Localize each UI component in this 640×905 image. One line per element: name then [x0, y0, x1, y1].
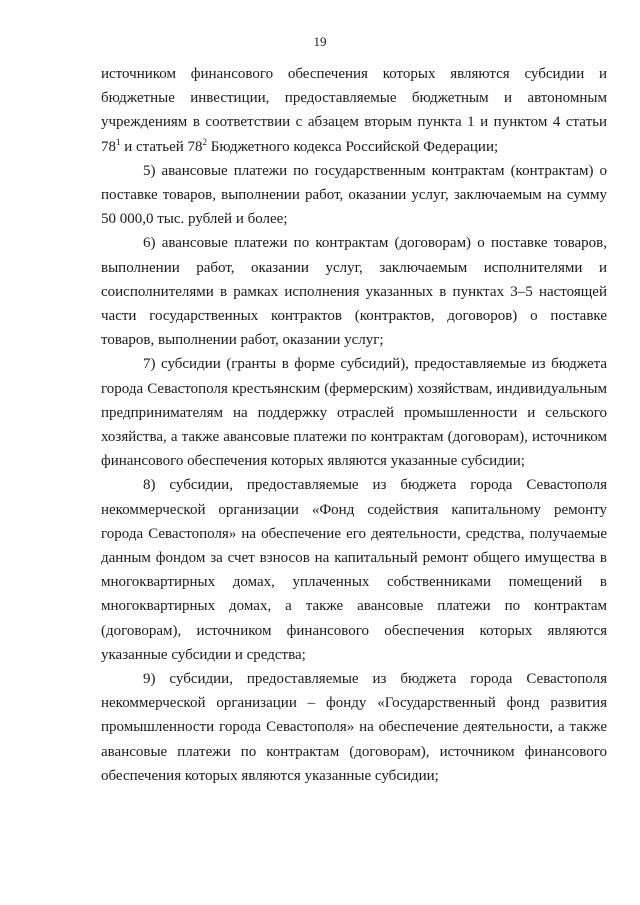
paragraph-item-5	[101, 159, 607, 232]
paragraph-item-9	[101, 667, 607, 788]
paragraph-continuation	[101, 62, 607, 159]
text-segment: 7) субсидии (гранты в форме субсидий), предоставляемые из бюджета города Севастополя крестьянским (фермерским) хозяйствам, индивидуальным предпринимателям на поддержку отраслей промышленности и сельского хозяйства, а также авансовые платежи по контрактам (договорам), источником финансового обеспечения которых являются указанные субсидии;	[101, 356, 607, 470]
text-segment: и статьей 78	[120, 138, 203, 155]
text-segment: 5) авансовые платежи по государственным контрактам (контрактам) о поставке товаров, выполнении работ, оказании услуг, заключаемым на сумму 50 000,0 тыс. рублей и более;	[101, 162, 607, 228]
text-segment: 6) авансовые платежи по контрактам (договорам) о поставке товаров, выполнении работ, оказании услуг, заключаемым исполнителями и соисполнителями в рамках исполнения указанных в пунктах 3–5 настоящей части государственных контрактов (контрактов, договоров) о поставке товаров, выполнении работ, оказании услуг;	[101, 235, 607, 349]
paragraph-item-8	[101, 473, 607, 667]
superscript: 2	[202, 136, 208, 147]
document-body	[101, 62, 607, 788]
paragraph-item-7	[101, 352, 607, 473]
superscript: 1	[116, 136, 121, 147]
text-segment: Бюджетного кодекса Российской Федерации;	[207, 138, 499, 155]
text-segment: 9) субсидии, предоставляемые из бюджета города Севастополя некоммерческой организации – фонду «Государственный фонд развития промышленности города Севастополя» на обеспечение деятельности, а также авансовые платежи по контрактам (договорам), источником финансового обеспечения которых являются указанные субсидии;	[101, 671, 607, 784]
page-number: 19	[313, 34, 327, 49]
paragraph-item-6	[101, 231, 607, 352]
text-segment: 8) субсидии, предоставляемые из бюджета города Севастополя некоммерческой организации «Фонд содействия капитальному ремонту города Севастополя» на обеспечение его деятельности, средства, получаемые данным фондом за счет взносов на капитальный ремонт общего имущества в многоквартирных домах, уплаченных собственниками помещений в многоквартирных домах, а также авансовые платежи по контрактам (договорам), источником финансового обеспечения которых являются указанные субсидии и средства;	[101, 477, 607, 663]
text-segment: источником финансового обеспечения которых являются субсидии и бюджетные инвестиции, предоставляемые бюджетным и автономным учреждениям в соответствии с абзацем вторым пункта 1 и пунктом 4 статьи 78	[101, 66, 607, 155]
